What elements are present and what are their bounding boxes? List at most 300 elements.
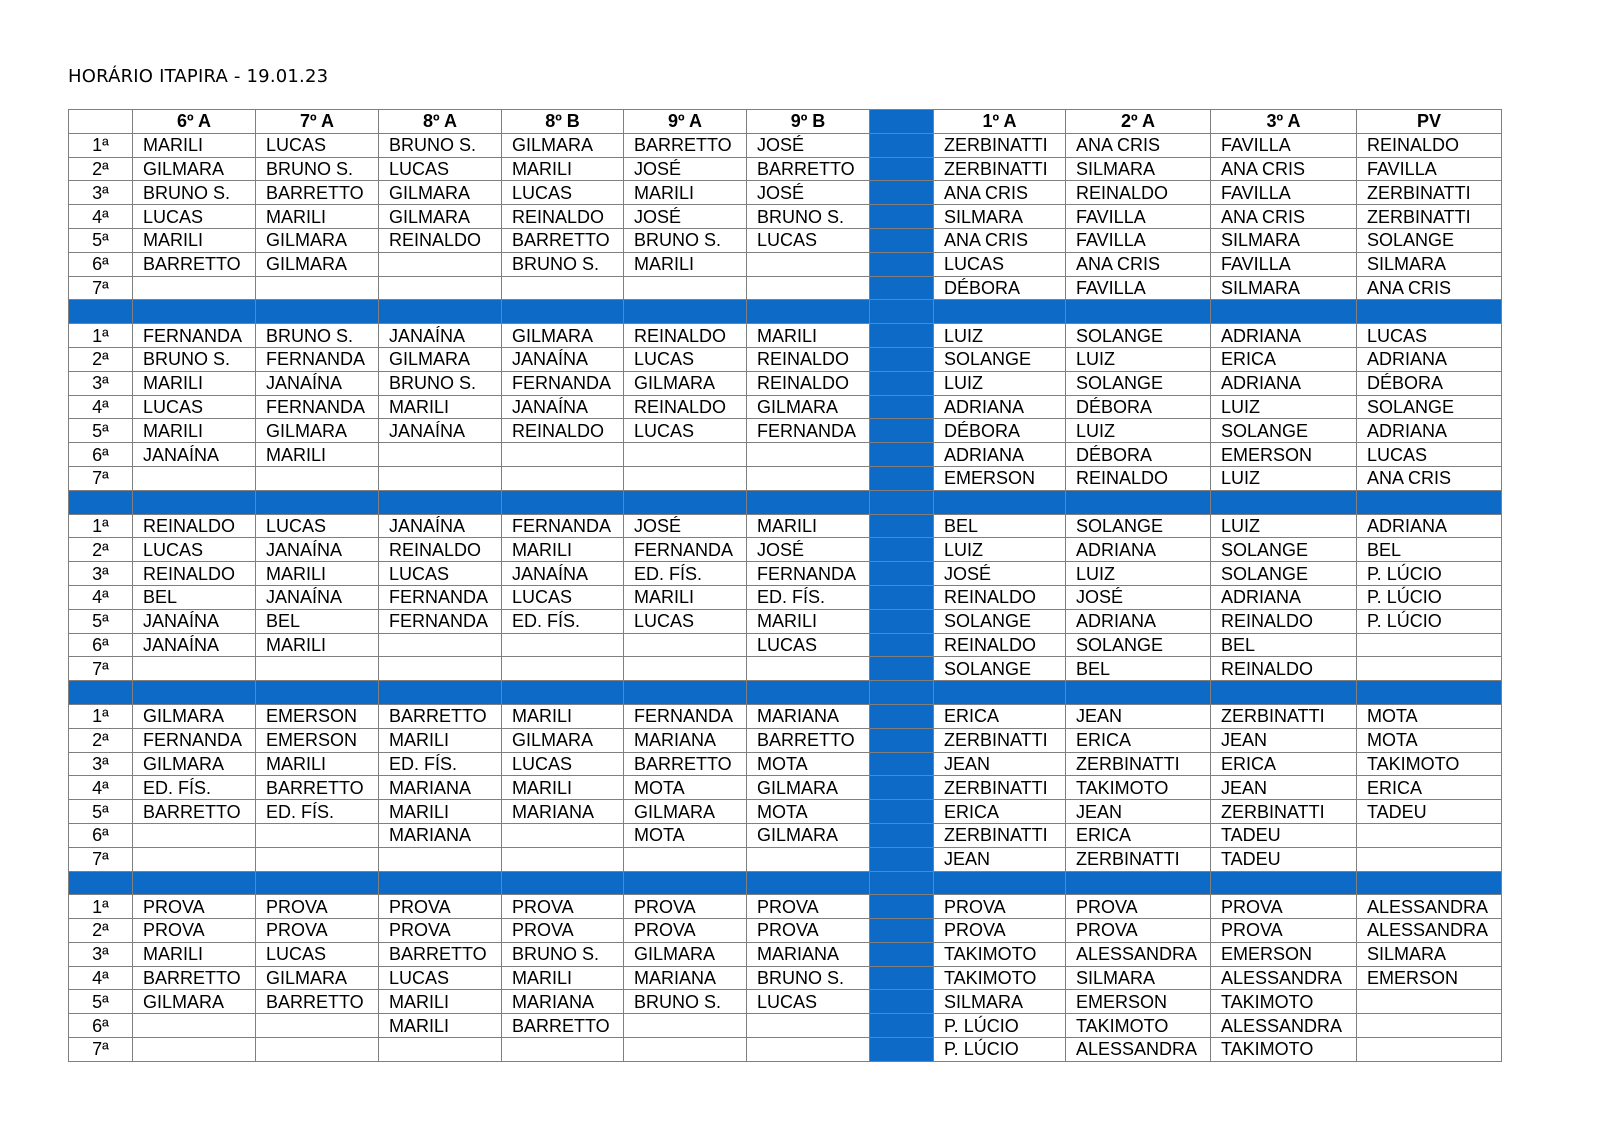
teacher-cell: GILMARA — [624, 371, 747, 395]
teacher-cell: BEL — [934, 514, 1066, 538]
table-row — [69, 776, 1502, 800]
separator-cell — [870, 609, 934, 633]
table-row — [69, 942, 1502, 966]
teacher-cell: MARILI — [502, 776, 624, 800]
teacher-cell: SILMARA — [1211, 228, 1357, 252]
teacher-cell: ALESSANDRA — [1211, 1014, 1357, 1038]
teacher-cell: EMERSON — [1357, 966, 1502, 990]
teacher-cell: REINALDO — [502, 419, 624, 443]
teacher-cell — [747, 1038, 870, 1062]
teacher-cell — [133, 823, 256, 847]
teacher-cell: PROVA — [1066, 895, 1211, 919]
separator-cell — [870, 704, 934, 728]
teacher-cell: EMERSON — [934, 466, 1066, 490]
teacher-cell: PROVA — [624, 919, 747, 943]
teacher-cell: BARRETTO — [133, 800, 256, 824]
teacher-cell — [624, 466, 747, 490]
band-cell — [934, 490, 1066, 514]
teacher-cell: ANA CRIS — [1211, 157, 1357, 181]
separator-cell — [870, 800, 934, 824]
period-cell: 7ª — [69, 657, 133, 681]
teacher-cell: LUCAS — [747, 633, 870, 657]
teacher-cell: SILMARA — [1066, 157, 1211, 181]
teacher-cell: BARRETTO — [133, 966, 256, 990]
table-row — [69, 538, 1502, 562]
teacher-cell: LUCAS — [133, 395, 256, 419]
teacher-cell — [624, 657, 747, 681]
teacher-cell — [133, 466, 256, 490]
teacher-cell: LUCAS — [502, 752, 624, 776]
separator-cell — [870, 1014, 934, 1038]
teacher-cell — [502, 657, 624, 681]
teacher-cell — [256, 466, 379, 490]
period-cell: 3ª — [69, 181, 133, 205]
teacher-cell: REINALDO — [1066, 466, 1211, 490]
teacher-cell: JANAÍNA — [379, 324, 502, 348]
teacher-cell: TAKIMOTO — [1066, 776, 1211, 800]
period-cell: 5ª — [69, 990, 133, 1014]
table-row — [69, 133, 1502, 157]
teacher-cell: MARILI — [379, 395, 502, 419]
table-row — [69, 181, 1502, 205]
table-row — [69, 276, 1502, 300]
teacher-cell: BRUNO S. — [256, 324, 379, 348]
teacher-cell: BARRETTO — [133, 252, 256, 276]
teacher-cell: BARRETTO — [747, 157, 870, 181]
teacher-cell: BRUNO S. — [502, 942, 624, 966]
teacher-cell: ADRIANA — [1211, 324, 1357, 348]
table-row — [69, 419, 1502, 443]
teacher-cell: SILMARA — [1357, 942, 1502, 966]
teacher-cell: LUCAS — [747, 990, 870, 1014]
teacher-cell: JOSÉ — [624, 205, 747, 229]
period-cell: 4ª — [69, 966, 133, 990]
teacher-cell: LUCAS — [624, 419, 747, 443]
teacher-cell: ZERBINATTI — [1066, 847, 1211, 871]
teacher-cell: MARILI — [379, 800, 502, 824]
teacher-cell: BRUNO S. — [256, 157, 379, 181]
table-row — [69, 919, 1502, 943]
teacher-cell: SILMARA — [1066, 966, 1211, 990]
separator-cell — [870, 395, 934, 419]
teacher-cell: MARILI — [379, 1014, 502, 1038]
teacher-cell: ALESSANDRA — [1357, 895, 1502, 919]
teacher-cell: FAVILLA — [1211, 133, 1357, 157]
band-cell — [379, 490, 502, 514]
separator-cell — [870, 181, 934, 205]
band-cell — [133, 490, 256, 514]
class-header-9b: 9º B — [747, 110, 870, 134]
period-cell: 2ª — [69, 919, 133, 943]
teacher-cell: BRUNO S. — [747, 205, 870, 229]
teacher-cell: ZERBINATTI — [934, 157, 1066, 181]
teacher-cell: REINALDO — [747, 347, 870, 371]
teacher-cell: ADRIANA — [1211, 371, 1357, 395]
teacher-cell: REINALDO — [624, 324, 747, 348]
table-row — [69, 1014, 1502, 1038]
period-cell: 2ª — [69, 538, 133, 562]
teacher-cell: PROVA — [934, 919, 1066, 943]
period-cell: 5ª — [69, 609, 133, 633]
teacher-cell: JANAÍNA — [133, 443, 256, 467]
class-header-8b: 8º B — [502, 110, 624, 134]
teacher-cell: SOLANGE — [934, 657, 1066, 681]
teacher-cell: MARILI — [502, 966, 624, 990]
teacher-cell: P. LÚCIO — [934, 1038, 1066, 1062]
teacher-cell: LUIZ — [934, 324, 1066, 348]
teacher-cell: GILMARA — [747, 395, 870, 419]
teacher-cell: LUIZ — [1211, 395, 1357, 419]
teacher-cell: GILMARA — [256, 228, 379, 252]
teacher-cell: GILMARA — [747, 823, 870, 847]
teacher-cell: MARIANA — [747, 942, 870, 966]
class-header-8a: 8º A — [379, 110, 502, 134]
teacher-cell: GILMARA — [256, 419, 379, 443]
teacher-cell — [624, 1014, 747, 1038]
separator-cell — [870, 776, 934, 800]
band-cell — [256, 490, 379, 514]
separator-cell — [870, 752, 934, 776]
teacher-cell: BRUNO S. — [379, 133, 502, 157]
table-row — [69, 228, 1502, 252]
teacher-cell: FERNANDA — [379, 609, 502, 633]
teacher-cell: LUIZ — [1066, 562, 1211, 586]
teacher-cell: ED. FÍS. — [133, 776, 256, 800]
separator-cell — [870, 419, 934, 443]
band-cell — [870, 871, 934, 895]
teacher-cell — [256, 276, 379, 300]
teacher-cell: MARILI — [133, 942, 256, 966]
teacher-cell: MOTA — [747, 800, 870, 824]
teacher-cell: LUCAS — [256, 514, 379, 538]
teacher-cell: JANAÍNA — [256, 585, 379, 609]
teacher-cell: LUIZ — [1066, 419, 1211, 443]
teacher-cell: ED. FÍS. — [502, 609, 624, 633]
table-row — [69, 514, 1502, 538]
period-cell: 7ª — [69, 847, 133, 871]
teacher-cell: GILMARA — [256, 966, 379, 990]
teacher-cell: BRUNO S. — [133, 347, 256, 371]
teacher-cell: BEL — [1211, 633, 1357, 657]
teacher-cell: MARILI — [133, 419, 256, 443]
teacher-cell: GILMARA — [379, 181, 502, 205]
teacher-cell: LUCAS — [1357, 443, 1502, 467]
teacher-cell — [502, 633, 624, 657]
teacher-cell: P. LÚCIO — [1357, 609, 1502, 633]
teacher-cell: GILMARA — [133, 752, 256, 776]
teacher-cell: EMERSON — [1211, 443, 1357, 467]
teacher-cell: FERNANDA — [133, 324, 256, 348]
schedule-table — [68, 109, 1502, 1062]
teacher-cell: JEAN — [1066, 800, 1211, 824]
period-cell: 4ª — [69, 585, 133, 609]
teacher-cell: TAKIMOTO — [1211, 990, 1357, 1014]
teacher-cell — [624, 276, 747, 300]
period-cell: 4ª — [69, 395, 133, 419]
teacher-cell — [379, 847, 502, 871]
teacher-cell: FERNANDA — [256, 347, 379, 371]
band-cell — [502, 871, 624, 895]
teacher-cell: LUIZ — [934, 371, 1066, 395]
teacher-cell: SOLANGE — [1211, 538, 1357, 562]
band-cell — [256, 681, 379, 705]
band-cell — [1066, 871, 1211, 895]
teacher-cell: ERICA — [1211, 347, 1357, 371]
table-row — [69, 704, 1502, 728]
document-title: HORÁRIO ITAPIRA - 19.01.23 — [68, 66, 329, 87]
teacher-cell — [1357, 1014, 1502, 1038]
teacher-cell — [256, 657, 379, 681]
table-row — [69, 466, 1502, 490]
separator-cell — [870, 443, 934, 467]
teacher-cell: BARRETTO — [256, 776, 379, 800]
period-cell: 6ª — [69, 443, 133, 467]
band-cell — [624, 490, 747, 514]
day-separator-band — [69, 681, 1502, 705]
separator-cell — [870, 157, 934, 181]
teacher-cell: ERICA — [934, 704, 1066, 728]
table-row — [69, 371, 1502, 395]
table-row — [69, 562, 1502, 586]
teacher-cell: PROVA — [1211, 895, 1357, 919]
teacher-cell — [379, 276, 502, 300]
teacher-cell: JANAÍNA — [379, 514, 502, 538]
period-cell: 5ª — [69, 800, 133, 824]
teacher-cell: JEAN — [1211, 728, 1357, 752]
table-row — [69, 395, 1502, 419]
teacher-cell: MARILI — [256, 633, 379, 657]
teacher-cell: SILMARA — [1211, 276, 1357, 300]
teacher-cell — [379, 443, 502, 467]
teacher-cell: JEAN — [934, 752, 1066, 776]
teacher-cell — [747, 276, 870, 300]
teacher-cell — [133, 1014, 256, 1038]
teacher-cell: GILMARA — [379, 205, 502, 229]
table-row — [69, 585, 1502, 609]
teacher-cell: JEAN — [1211, 776, 1357, 800]
teacher-cell: BARRETTO — [256, 181, 379, 205]
teacher-cell: MARILI — [379, 990, 502, 1014]
teacher-cell: ED. FÍS. — [256, 800, 379, 824]
teacher-cell: LUIZ — [934, 538, 1066, 562]
teacher-cell: MARILI — [624, 585, 747, 609]
period-cell: 4ª — [69, 205, 133, 229]
teacher-cell — [256, 1014, 379, 1038]
band-cell — [69, 681, 133, 705]
table-row — [69, 800, 1502, 824]
teacher-cell: BRUNO S. — [624, 228, 747, 252]
table-row — [69, 205, 1502, 229]
table-row — [69, 990, 1502, 1014]
teacher-cell — [133, 657, 256, 681]
teacher-cell: JEAN — [934, 847, 1066, 871]
band-cell — [379, 300, 502, 324]
teacher-cell: LUCAS — [624, 609, 747, 633]
band-cell — [1066, 300, 1211, 324]
period-cell: 2ª — [69, 347, 133, 371]
teacher-cell: PROVA — [133, 919, 256, 943]
band-cell — [69, 871, 133, 895]
separator-cell — [870, 966, 934, 990]
teacher-cell: EMERSON — [256, 728, 379, 752]
teacher-cell: ERICA — [1066, 823, 1211, 847]
separator-cell — [870, 1038, 934, 1062]
separator-cell — [870, 514, 934, 538]
teacher-cell — [747, 1014, 870, 1038]
teacher-cell: MARILI — [379, 728, 502, 752]
period-cell: 7ª — [69, 1038, 133, 1062]
teacher-cell — [624, 1038, 747, 1062]
teacher-cell — [133, 1038, 256, 1062]
teacher-cell: MARILI — [747, 324, 870, 348]
band-cell — [379, 871, 502, 895]
table-row — [69, 728, 1502, 752]
teacher-cell: MARIANA — [624, 728, 747, 752]
teacher-cell: LUCAS — [747, 228, 870, 252]
teacher-cell: JOSÉ — [624, 157, 747, 181]
period-cell: 2ª — [69, 157, 133, 181]
teacher-cell: BRUNO S. — [747, 966, 870, 990]
teacher-cell: JANAÍNA — [133, 609, 256, 633]
teacher-cell: LUIZ — [1211, 514, 1357, 538]
teacher-cell: ANA CRIS — [1357, 466, 1502, 490]
teacher-cell — [747, 466, 870, 490]
period-cell: 3ª — [69, 371, 133, 395]
table-row — [69, 657, 1502, 681]
teacher-cell — [502, 276, 624, 300]
teacher-cell: SOLANGE — [934, 347, 1066, 371]
schedule-body — [69, 133, 1502, 1061]
teacher-cell: GILMARA — [624, 942, 747, 966]
teacher-cell: ADRIANA — [1211, 585, 1357, 609]
band-cell — [1211, 490, 1357, 514]
teacher-cell: FERNANDA — [133, 728, 256, 752]
teacher-cell: MARILI — [624, 181, 747, 205]
corner-cell — [69, 110, 133, 134]
teacher-cell: JOSÉ — [934, 562, 1066, 586]
teacher-cell: JEAN — [1066, 704, 1211, 728]
teacher-cell: ALESSANDRA — [1066, 942, 1211, 966]
teacher-cell: JOSÉ — [747, 538, 870, 562]
period-cell: 7ª — [69, 276, 133, 300]
teacher-cell: MARIANA — [379, 823, 502, 847]
teacher-cell: BEL — [1066, 657, 1211, 681]
teacher-cell: ANA CRIS — [1357, 276, 1502, 300]
teacher-cell: REINALDO — [1066, 181, 1211, 205]
band-cell — [133, 300, 256, 324]
teacher-cell: PROVA — [379, 919, 502, 943]
band-cell — [1211, 300, 1357, 324]
teacher-cell — [133, 276, 256, 300]
teacher-cell: REINALDO — [934, 585, 1066, 609]
period-cell: 3ª — [69, 562, 133, 586]
separator-cell — [870, 657, 934, 681]
teacher-cell: BARRETTO — [256, 990, 379, 1014]
teacher-cell: ED. FÍS. — [747, 585, 870, 609]
teacher-cell: PROVA — [133, 895, 256, 919]
teacher-cell: FAVILLA — [1066, 205, 1211, 229]
teacher-cell: SOLANGE — [1066, 371, 1211, 395]
teacher-cell: ADRIANA — [934, 395, 1066, 419]
teacher-cell — [256, 1038, 379, 1062]
teacher-cell: FAVILLA — [1211, 252, 1357, 276]
teacher-cell: MARILI — [747, 514, 870, 538]
band-cell — [1357, 300, 1502, 324]
separator-cell — [870, 823, 934, 847]
teacher-cell: BARRETTO — [747, 728, 870, 752]
teacher-cell — [502, 1038, 624, 1062]
teacher-cell: SOLANGE — [934, 609, 1066, 633]
separator-cell — [870, 942, 934, 966]
teacher-cell: LUCAS — [379, 157, 502, 181]
teacher-cell: GILMARA — [502, 324, 624, 348]
separator-cell — [870, 895, 934, 919]
teacher-cell: GILMARA — [502, 133, 624, 157]
band-cell — [133, 681, 256, 705]
teacher-cell: ZERBINATTI — [934, 776, 1066, 800]
teacher-cell: TADEU — [1211, 847, 1357, 871]
period-cell: 4ª — [69, 776, 133, 800]
separator-cell — [870, 847, 934, 871]
teacher-cell: DÉBORA — [1357, 371, 1502, 395]
teacher-cell: FERNANDA — [747, 562, 870, 586]
teacher-cell: JANAÍNA — [379, 419, 502, 443]
separator-cell — [870, 347, 934, 371]
teacher-cell: FAVILLA — [1357, 157, 1502, 181]
teacher-cell: FERNANDA — [624, 704, 747, 728]
band-cell — [870, 681, 934, 705]
class-header-6a: 6º A — [133, 110, 256, 134]
period-cell: 1ª — [69, 324, 133, 348]
table-row — [69, 966, 1502, 990]
teacher-cell: REINALDO — [1357, 133, 1502, 157]
teacher-cell: REINALDO — [934, 633, 1066, 657]
separator-cell — [870, 538, 934, 562]
teacher-cell: ADRIANA — [1066, 609, 1211, 633]
teacher-cell: PROVA — [256, 895, 379, 919]
band-cell — [624, 871, 747, 895]
teacher-cell: MARILI — [256, 752, 379, 776]
teacher-cell: FAVILLA — [1066, 276, 1211, 300]
teacher-cell: LUCAS — [256, 133, 379, 157]
header-row — [69, 110, 1502, 134]
band-cell — [1066, 681, 1211, 705]
teacher-cell: ZERBINATTI — [1211, 704, 1357, 728]
teacher-cell: ANA CRIS — [1066, 133, 1211, 157]
period-cell: 1ª — [69, 895, 133, 919]
band-cell — [1357, 871, 1502, 895]
teacher-cell: LUCAS — [502, 181, 624, 205]
teacher-cell: MARIANA — [502, 990, 624, 1014]
teacher-cell: ADRIANA — [1357, 419, 1502, 443]
teacher-cell: DÉBORA — [1066, 443, 1211, 467]
teacher-cell: SILMARA — [934, 205, 1066, 229]
band-cell — [747, 300, 870, 324]
separator-cell — [870, 371, 934, 395]
teacher-cell: JANAÍNA — [502, 562, 624, 586]
teacher-cell: BARRETTO — [502, 1014, 624, 1038]
teacher-cell: ZERBINATTI — [1211, 800, 1357, 824]
teacher-cell — [256, 823, 379, 847]
teacher-cell — [256, 847, 379, 871]
period-cell: 6ª — [69, 823, 133, 847]
teacher-cell: LUCAS — [256, 942, 379, 966]
separator-cell — [870, 919, 934, 943]
table-row — [69, 1038, 1502, 1062]
separator-cell — [870, 990, 934, 1014]
teacher-cell: BRUNO S. — [379, 371, 502, 395]
teacher-cell: ANA CRIS — [934, 228, 1066, 252]
